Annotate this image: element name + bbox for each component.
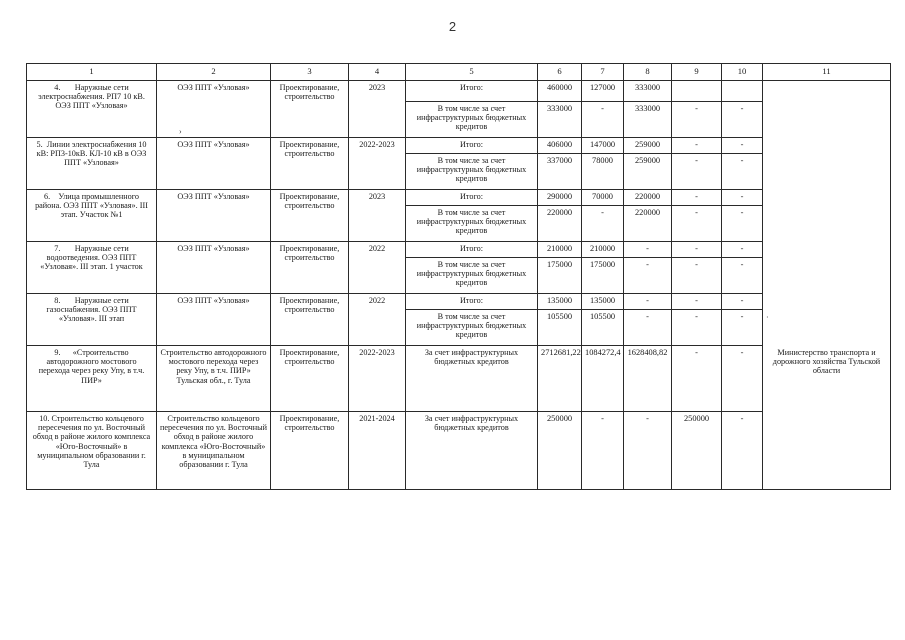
value-cell: -	[672, 310, 722, 346]
object-name-cell: 10. Строительство кольцевого пересечения по ул. Восточный обход в районе жилого комплекса «Юго-Восточный» в муниципальном образовании г. Тула	[27, 412, 157, 490]
scan-mark: ·	[766, 313, 769, 322]
projects-table	[26, 63, 891, 490]
value-cell: 460000	[538, 81, 582, 102]
object-name-cell: 8. Наружные сети газоснабжения. ОЭЗ ППТ «Узловая». III этап	[27, 294, 157, 346]
period-cell: 2023	[349, 190, 406, 242]
value-cell: 406000	[538, 138, 582, 154]
work-type-cell: Проектирование, строительство	[271, 138, 349, 190]
value-cell: 105500	[538, 310, 582, 346]
period-cell: 2022-2023	[349, 138, 406, 190]
customer-cell: ОЭЗ ППТ «Узловая»	[157, 190, 271, 242]
value-cell: 259000	[624, 154, 672, 190]
work-type-cell: Проектирование, строительство	[271, 242, 349, 294]
column-header: 1	[27, 64, 157, 81]
column-header: 5	[406, 64, 538, 81]
value-cell: -	[722, 346, 763, 412]
work-type-cell: Проектирование, строительство	[271, 294, 349, 346]
value-cell: -	[672, 294, 722, 310]
funding-source-cell: За счет инфраструктурных бюджетных кредитов	[406, 412, 538, 490]
work-type-cell: Проектирование, строительство	[271, 190, 349, 242]
work-type-cell: Проектирование, строительство	[271, 412, 349, 490]
customer-cell: ОЭЗ ППТ «Узловая»	[157, 138, 271, 190]
column-header: 10	[722, 64, 763, 81]
funding-source-cell: В том числе за счет инфраструктурных бюджетных кредитов	[406, 102, 538, 138]
value-cell: 175000	[582, 258, 624, 294]
value-cell	[722, 81, 763, 102]
value-cell: -	[672, 102, 722, 138]
value-cell: 250000	[538, 412, 582, 490]
value-cell: 333000	[624, 102, 672, 138]
table-row	[27, 138, 891, 154]
responsible-cell: Министерство транспорта и дорожного хозяйства Тульской области	[763, 346, 891, 490]
value-cell: 290000	[538, 190, 582, 206]
value-cell: -	[722, 242, 763, 258]
column-header: 4	[349, 64, 406, 81]
value-cell: 1084272,4	[582, 346, 624, 412]
table-header-row	[27, 64, 891, 81]
value-cell: -	[582, 102, 624, 138]
responsible-cell	[763, 81, 891, 346]
column-header: 11	[763, 64, 891, 81]
value-cell: -	[722, 102, 763, 138]
work-type-cell: Проектирование, строительство	[271, 81, 349, 138]
column-header: 9	[672, 64, 722, 81]
value-cell: 175000	[538, 258, 582, 294]
funding-source-cell: В том числе за счет инфраструктурных бюджетных кредитов	[406, 206, 538, 242]
table-row	[27, 346, 891, 412]
column-header: 6	[538, 64, 582, 81]
table-row	[27, 294, 891, 310]
value-cell: -	[722, 412, 763, 490]
period-cell: 2022	[349, 294, 406, 346]
value-cell: -	[722, 190, 763, 206]
value-cell: 210000	[538, 242, 582, 258]
value-cell: -	[672, 138, 722, 154]
value-cell: -	[672, 258, 722, 294]
value-cell: -	[624, 242, 672, 258]
customer-cell: ОЭЗ ППТ «Узловая»	[157, 294, 271, 346]
period-cell: 2022-2023	[349, 346, 406, 412]
page-number: 2	[448, 19, 457, 34]
customer-cell: Строительство кольцевого пересечения по ул. Восточный обход в районе жилого комплекса «Юго-Восточный» в муниципальном образовании г. Тула	[157, 412, 271, 490]
column-header: 3	[271, 64, 349, 81]
object-name-cell: 7. Наружные сети водоотведения. ОЭЗ ППТ «Узловая». III этап. 1 участок	[27, 242, 157, 294]
funding-source-cell: За счет инфраструктурных бюджетных кредитов	[406, 346, 538, 412]
value-cell: 105500	[582, 310, 624, 346]
value-cell: -	[624, 294, 672, 310]
funding-source-cell: В том числе за счет инфраструктурных бюджетных кредитов	[406, 154, 538, 190]
value-cell: 220000	[624, 190, 672, 206]
funding-source-cell: Итого:	[406, 242, 538, 258]
value-cell: 337000	[538, 154, 582, 190]
value-cell: -	[624, 258, 672, 294]
period-cell: 2023	[349, 81, 406, 138]
funding-source-cell: В том числе за счет инфраструктурных бюджетных кредитов	[406, 310, 538, 346]
value-cell: -	[722, 206, 763, 242]
work-type-cell: Проектирование, строительство	[271, 346, 349, 412]
value-cell: 333000	[624, 81, 672, 102]
object-name-cell: 5. Линии электроснабжения 10 кВ: РП3-10кВ. КЛ-10 кВ в ОЭЗ ППТ «Узловая»	[27, 138, 157, 190]
value-cell	[672, 81, 722, 102]
funding-source-cell: Итого:	[406, 190, 538, 206]
value-cell: -	[722, 310, 763, 346]
value-cell: -	[722, 294, 763, 310]
value-cell: -	[582, 412, 624, 490]
funding-source-cell: Итого:	[406, 81, 538, 102]
funding-source-cell: В том числе за счет инфраструктурных бюджетных кредитов	[406, 258, 538, 294]
column-header: 2	[157, 64, 271, 81]
value-cell: -	[672, 206, 722, 242]
column-header: 7	[582, 64, 624, 81]
object-name-cell: 4. Наружные сети электроснабжения. РП7 10 кВ. ОЭЗ ППТ «Узловая»	[27, 81, 157, 138]
value-cell: 2712681,22	[538, 346, 582, 412]
value-cell: 70000	[582, 190, 624, 206]
value-cell: -	[722, 258, 763, 294]
value-cell: -	[672, 154, 722, 190]
column-header: 8	[624, 64, 672, 81]
value-cell: 127000	[582, 81, 624, 102]
table-row	[27, 412, 891, 490]
value-cell: -	[672, 346, 722, 412]
customer-cell: ОЭЗ ППТ «Узловая»	[157, 81, 271, 138]
table-row	[27, 190, 891, 206]
value-cell: -	[722, 138, 763, 154]
value-cell: -	[672, 242, 722, 258]
value-cell: -	[722, 154, 763, 190]
period-cell: 2021-2024	[349, 412, 406, 490]
object-name-cell: 9. «Строительство автодорожного мостового перехода через реку Упу, в т.ч. ПИР»	[27, 346, 157, 412]
value-cell: 333000	[538, 102, 582, 138]
funding-source-cell: Итого:	[406, 294, 538, 310]
table-row	[27, 81, 891, 102]
value-cell: 135000	[538, 294, 582, 310]
funding-source-cell: Итого:	[406, 138, 538, 154]
value-cell: 250000	[672, 412, 722, 490]
period-cell: 2022	[349, 242, 406, 294]
value-cell: 78000	[582, 154, 624, 190]
value-cell: 135000	[582, 294, 624, 310]
value-cell: 220000	[624, 206, 672, 242]
value-cell: 1628408,82	[624, 346, 672, 412]
customer-cell: ОЭЗ ППТ «Узловая»	[157, 242, 271, 294]
object-name-cell: 6. Улица промышленного района. ОЭЗ ППТ «Узловая». III этап. Участок №1	[27, 190, 157, 242]
value-cell: -	[624, 412, 672, 490]
value-cell: -	[672, 190, 722, 206]
value-cell: 220000	[538, 206, 582, 242]
table-row	[27, 242, 891, 258]
value-cell: 210000	[582, 242, 624, 258]
scan-mark: ›	[179, 127, 182, 136]
customer-cell: Строительство автодорожного мостового перехода через реку Упу, в т.ч. ПИР» Тульская обл., г. Тула	[157, 346, 271, 412]
value-cell: 147000	[582, 138, 624, 154]
value-cell: -	[624, 310, 672, 346]
value-cell: -	[582, 206, 624, 242]
value-cell: 259000	[624, 138, 672, 154]
